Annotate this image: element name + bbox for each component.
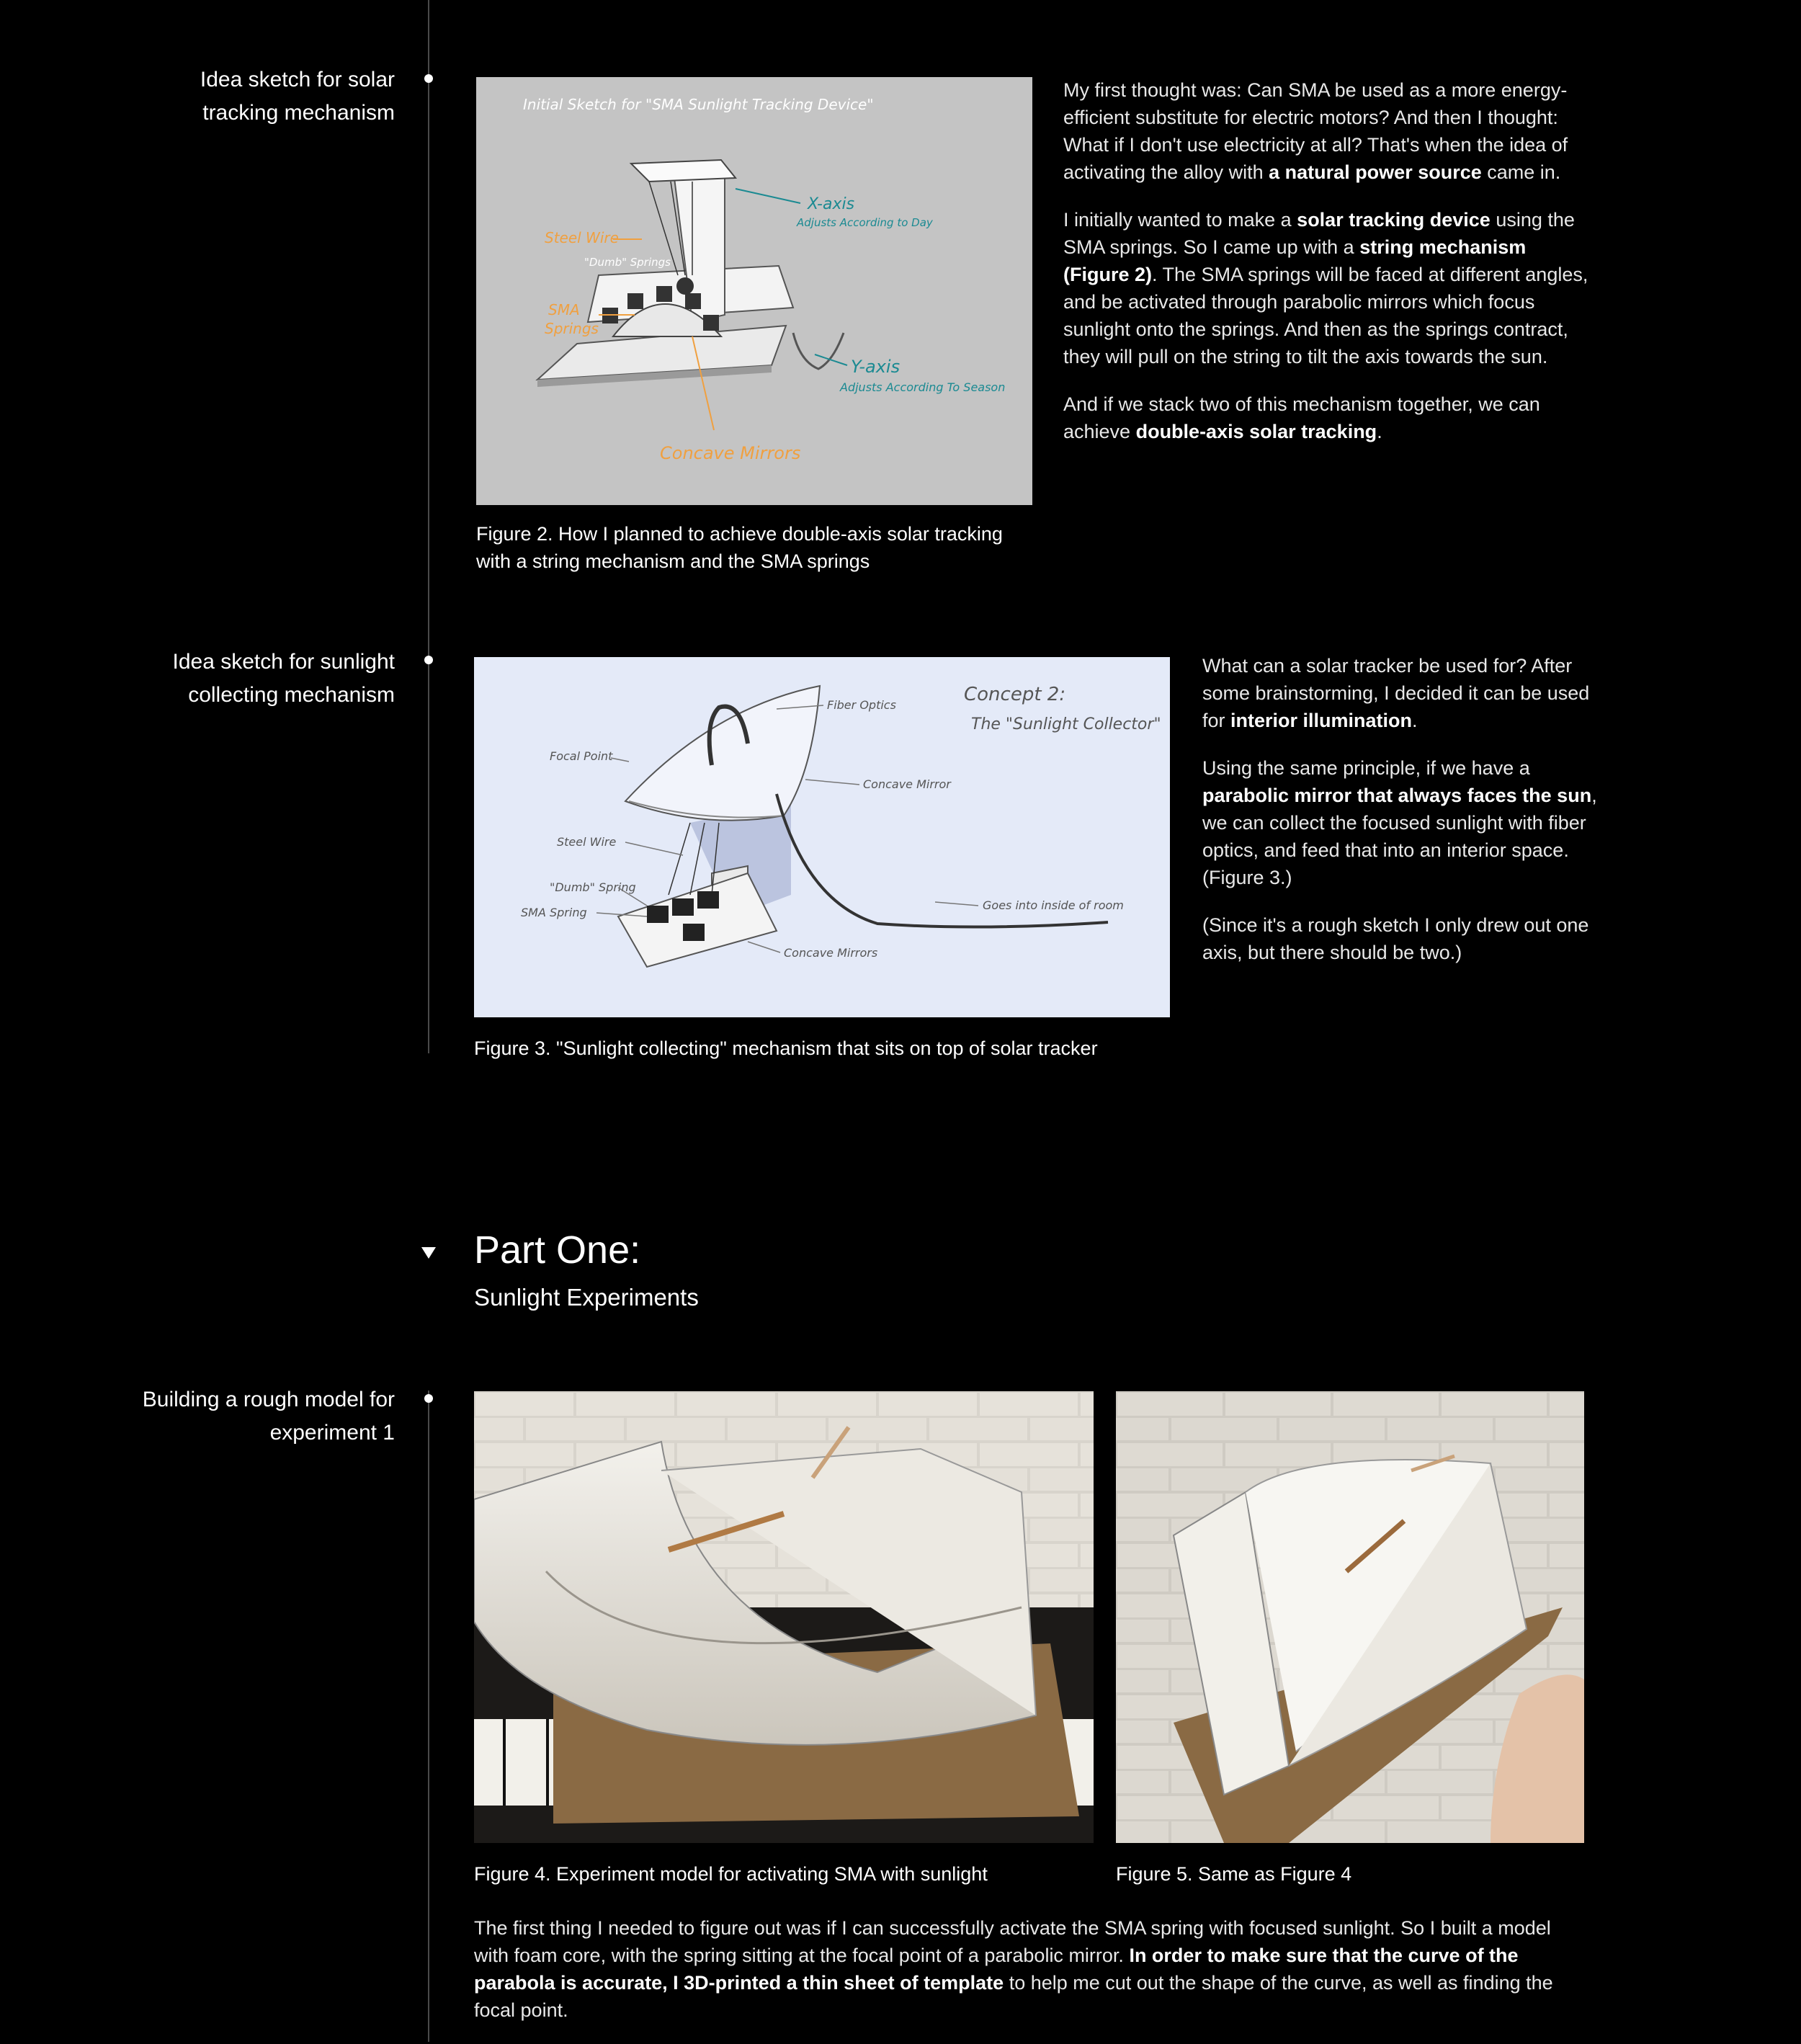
sketch-title-2: The "Sunlight Collector": [971, 715, 1161, 733]
annotation-sma-springs-1: SMA: [548, 301, 580, 318]
annotation-concave-mirrors: Concave Mirrors: [660, 443, 801, 463]
annotation-goes-inside: Goes into inside of room: [983, 898, 1124, 912]
annotation-fiber-optics: Fiber Optics: [827, 698, 896, 712]
section-3-text: [474, 1914, 1591, 2044]
annotation-steel-wire: Steel Wire: [545, 229, 619, 246]
figure-4-caption: Figure 4. Experiment model for activating SMA with sunlight: [474, 1863, 988, 1885]
timeline-line-lower: [428, 1391, 429, 2042]
annotation-x-axis: X-axis: [808, 195, 855, 213]
section-label: Idea sketch for sunlight collecting mechanism: [172, 650, 395, 707]
timeline-dot: [424, 74, 433, 83]
annotation-concave-mirror: Concave Mirror: [863, 777, 951, 791]
annotation-dumb-springs: "Dumb" Springs: [584, 256, 671, 269]
paragraph: My first thought was: Can SMA be used as a more energy-efficient substitute for electric motors? And then I thought: What if I don't use electricity at all? That's when the idea of activating the alloy with a natural power source came in.: [1063, 79, 1568, 183]
annotation-x-axis-sub: Adjusts According to Day: [797, 216, 933, 229]
paragraph: I initially wanted to make a solar tracking device using the SMA springs. So I came up with a string mechanism (Figure 2). The SMA springs will be faced at different angles, and be activated through parabolic mirrors which focus sunlight onto the springs. And then as the springs contract, they will pull on the string to tilt the axis towards the sun.: [1063, 209, 1588, 367]
figure-3-sketch: [474, 657, 1170, 1017]
part-subtitle: Sunlight Experiments: [474, 1284, 699, 1311]
section-1-text: [1063, 76, 1596, 465]
figure-2-caption: Figure 2. How I planned to achieve double-axis solar tracking with a string mechanism and the SMA springs: [476, 523, 1003, 572]
paragraph: Using the same principle, if we have a parabolic mirror that always faces the sun, we can collect the focused sunlight with fiber optics, and feed that into an interior space. (Figure 3.): [1202, 757, 1597, 888]
timeline-dot: [424, 1394, 433, 1403]
annotation-dumb-spring: "Dumb" Spring: [550, 880, 636, 894]
timeline-dot: [424, 656, 433, 664]
annotation-y-axis-sub: Adjusts According To Season: [840, 380, 1006, 394]
part-collapse-triangle-icon[interactable]: [421, 1247, 436, 1259]
figure-5-photo: [1116, 1391, 1584, 1843]
annotation-sma-springs-2: Springs: [545, 320, 599, 337]
paragraph: (Since it's a rough sketch I only drew out one axis, but there should be two.): [1202, 914, 1589, 963]
figure-5-caption: Figure 5. Same as Figure 4: [1116, 1863, 1352, 1885]
part-title: Part One:: [474, 1228, 641, 1272]
sketch-title-1: Concept 2:: [964, 684, 1066, 705]
section-2-text: [1202, 652, 1606, 986]
paragraph: What can a solar tracker be used for? After some brainstorming, I decided it can be used for interior illumination.: [1202, 655, 1590, 731]
annotation-y-axis: Y-axis: [851, 357, 900, 377]
sketch-title: Initial Sketch for "SMA Sunlight Tracking Device": [523, 96, 874, 113]
figure-2-sketch: [476, 77, 1032, 505]
figure-4-photo: [474, 1391, 1094, 1843]
section-label: Building a rough model for experiment 1: [142, 1388, 395, 1445]
paragraph: The first thing I needed to figure out was if I can successfully activate the SMA spring with focused sunlight. So I built a model with foam core, with the spring sitting at the focal point of a parabolic mirror. In order to make sure that the curve of the parabola is accurate, I 3D-printed a thin sheet of template to help me cut out the shape of the curve, as well as finding the focal point.: [474, 1917, 1553, 2021]
paragraph: And if we stack two of this mechanism together, we can achieve double-axis solar tracking.: [1063, 393, 1540, 442]
figure-3-caption: Figure 3. "Sunlight collecting" mechanism that sits on top of solar tracker: [474, 1037, 1098, 1059]
annotation-steel-wire: Steel Wire: [557, 835, 617, 849]
timeline-line: [428, 0, 429, 1053]
solar-tracker-sketch: [476, 77, 1032, 505]
sunlight-collector-sketch: [474, 657, 1170, 1017]
annotation-sma-spring: SMA Spring: [521, 906, 587, 919]
section-label: Idea sketch for solar tracking mechanism: [200, 68, 395, 125]
annotation-concave-mirrors: Concave Mirrors: [784, 946, 878, 960]
annotation-focal-point: Focal Point: [550, 749, 613, 763]
